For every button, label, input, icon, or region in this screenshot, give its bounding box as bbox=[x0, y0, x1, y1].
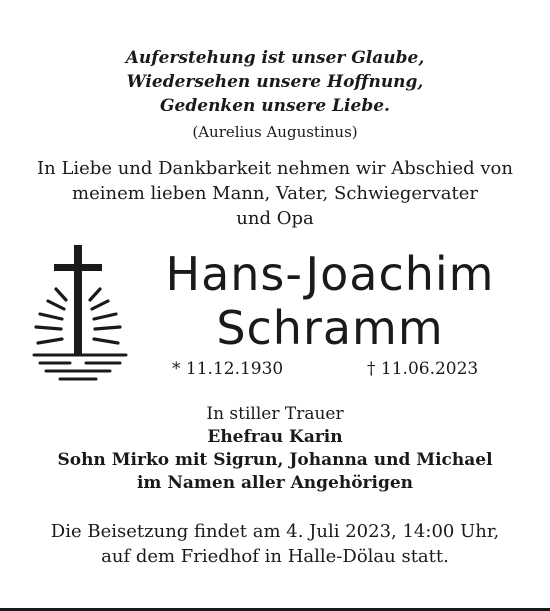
mourner-line: im Namen aller Angehörigen bbox=[136, 473, 414, 493]
motto-line: Gedenken unsere Liebe. bbox=[160, 96, 390, 116]
intro-text bbox=[20, 156, 530, 231]
death-date: † 11.06.2023 bbox=[367, 359, 479, 379]
cross-sunrise-icon bbox=[30, 245, 130, 385]
intro-line: und Opa bbox=[236, 208, 314, 229]
funeral-line: auf dem Friedhof in Halle-Dölau statt. bbox=[101, 546, 449, 567]
motto-quote bbox=[0, 46, 550, 118]
motto-line: Auferstehung ist unser Glaube, bbox=[125, 48, 425, 68]
motto-source: (Aurelius Augustinus) bbox=[192, 123, 358, 141]
mourners-block bbox=[0, 403, 550, 495]
deceased-last-name: Schramm bbox=[216, 301, 444, 355]
intro-line: In Liebe und Dankbarkeit nehmen wir Abschied von bbox=[37, 158, 513, 179]
funeral-info bbox=[0, 519, 550, 569]
motto-line: Wiedersehen unsere Hoffnung, bbox=[126, 72, 424, 92]
deceased-first-name: Hans-Joachim bbox=[165, 247, 495, 301]
mourners-heading: In stiller Trauer bbox=[206, 404, 344, 424]
intro-line: meinem lieben Mann, Vater, Schwiegervater bbox=[72, 183, 478, 204]
mourner-line: Ehefrau Karin bbox=[207, 427, 343, 447]
mourner-line: Sohn Mirko mit Sigrun, Johanna und Michael bbox=[57, 450, 493, 470]
birth-date: * 11.12.1930 bbox=[172, 359, 284, 379]
funeral-line: Die Beisetzung findet am 4. Juli 2023, 14:00 Uhr, bbox=[50, 521, 500, 542]
